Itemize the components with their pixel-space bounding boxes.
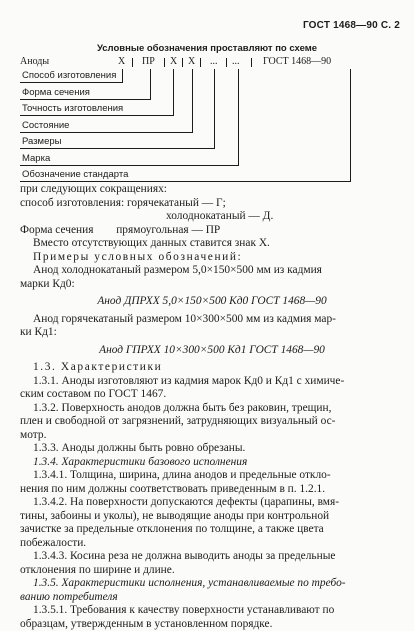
text-line: ки Кд1: bbox=[20, 326, 404, 340]
scheme-slot-4: Х bbox=[188, 56, 195, 67]
scheme-divider bbox=[164, 58, 165, 67]
example-designation: Анод ДПРХХ 5,0×150×500 Кд0 ГОСТ 1468—90 bbox=[20, 295, 404, 309]
page-header: ГОСТ 1468—90 С. 2 bbox=[303, 20, 400, 31]
example-designation: Анод ГПРХХ 10×300×500 Кд1 ГОСТ 1468—90 bbox=[20, 344, 404, 358]
leader-line bbox=[20, 165, 239, 166]
scheme-divider bbox=[200, 58, 201, 67]
designation-scheme bbox=[20, 56, 400, 176]
text-line: 1.3.1. Аноды изготовляют из кадмия марок Кд0 и Кд1 с химиче- bbox=[20, 375, 404, 389]
leader-line bbox=[350, 69, 351, 181]
text-line: 1.3.4.2. На поверхности допускаются дефекты (царапины, вмя- bbox=[20, 496, 404, 510]
text-line: холоднокатаный — Д. bbox=[20, 210, 404, 224]
text-line: 1.3.2. Поверхность анодов должна быть без раковин, трещин, bbox=[20, 402, 404, 416]
text-line: зачистке за предельные отклонения по толщине, а также цвета bbox=[20, 523, 404, 537]
leader-line bbox=[238, 69, 239, 165]
text-line: нения по ним должны соответствовать приведенным в п. 1.2.1. bbox=[20, 483, 404, 497]
text-line: Вместо отсутствующих данных ставится знак Х. bbox=[20, 237, 404, 251]
scheme-slot-3: Х bbox=[170, 56, 177, 67]
scheme-standard: ГОСТ 1468—90 bbox=[263, 56, 331, 67]
scheme-divider bbox=[182, 58, 183, 67]
section-heading: 1.3.5. Характеристики исполнения, устанавливаемые по требо- bbox=[20, 577, 404, 591]
section-heading: Примеры условных обозначений: bbox=[20, 251, 404, 265]
scheme-slot-6: ... bbox=[232, 56, 240, 67]
scheme-label: Обозначение стандарта bbox=[22, 169, 128, 181]
text-line: Анод холоднокатаный размером 5,0×150×500 мм из кадмия bbox=[20, 264, 404, 278]
text-line: 1.3.5.1. Требования к качеству поверхности устанавливают по bbox=[20, 604, 404, 618]
scheme-slot-1: Х bbox=[118, 56, 125, 67]
scheme-product: Аноды bbox=[20, 56, 49, 67]
leader-line bbox=[122, 69, 123, 82]
text-line: образцам, утвержденным в установленном порядке. bbox=[20, 618, 404, 631]
leader-line bbox=[20, 99, 151, 100]
text-line: мотр. bbox=[20, 429, 404, 443]
text-line: при следующих сокращениях: bbox=[20, 183, 404, 197]
leader-line bbox=[192, 69, 193, 132]
leader-line bbox=[20, 82, 123, 83]
text-line: Анод горячекатаный размером 10×300×500 мм из кадмия мар- bbox=[20, 313, 404, 327]
body-text bbox=[20, 183, 404, 631]
text-line: тины, забоины и уколы), не выводящие аноды при контрольной bbox=[20, 510, 404, 524]
scheme-label: Точность изготовления bbox=[22, 103, 123, 115]
scheme-divider bbox=[132, 58, 133, 67]
leader-line bbox=[214, 69, 215, 148]
text-line: 1.3.4.1. Толщина, ширина, длина анодов и предельные откло- bbox=[20, 469, 404, 483]
section-heading: 1.3.4. Характеристики базового исполнения bbox=[20, 456, 404, 470]
scheme-label: Форма сечения bbox=[22, 87, 90, 99]
scheme-label: Способ изготовления bbox=[22, 70, 116, 82]
scheme-divider bbox=[226, 58, 227, 67]
text-line: марки Кд0: bbox=[20, 278, 404, 292]
leader-line bbox=[20, 115, 174, 116]
scheme-label: Размеры bbox=[22, 136, 61, 148]
text-line: 1.3.4.3. Косина реза не должна выводить аноды за предельные bbox=[20, 550, 404, 564]
leader-line bbox=[20, 148, 215, 149]
leader-line bbox=[173, 69, 174, 115]
section-heading: 1.3. Характеристики bbox=[20, 361, 404, 375]
text-line: отклонения по ширине и длине. bbox=[20, 564, 404, 578]
scheme-label: Марка bbox=[22, 153, 50, 165]
scheme-slot-5: ... bbox=[210, 56, 218, 67]
leader-line bbox=[20, 132, 193, 133]
text-line: ским составом по ГОСТ 1467. bbox=[20, 388, 404, 402]
text-line: способ изготовления: горячекатаный — Г; bbox=[20, 197, 404, 211]
text-line: плен и свободной от загрязнений, затрудняющих визуальный ос- bbox=[20, 415, 404, 429]
scheme-slot-2: ПР bbox=[142, 56, 155, 67]
text-line: побежалости. bbox=[20, 537, 404, 551]
text-line: 1.3.3. Аноды должны быть ровно обрезаны. bbox=[20, 442, 404, 456]
scheme-title: Условные обозначения проставляют по схеме bbox=[0, 43, 414, 54]
text-line: Форма сечения прямоугольная — ПР bbox=[20, 224, 404, 238]
scheme-label: Состояние bbox=[22, 120, 69, 132]
leader-line bbox=[150, 69, 151, 99]
leader-line bbox=[20, 181, 351, 182]
section-heading: ванию потребителя bbox=[20, 591, 404, 605]
scheme-divider bbox=[251, 58, 252, 67]
